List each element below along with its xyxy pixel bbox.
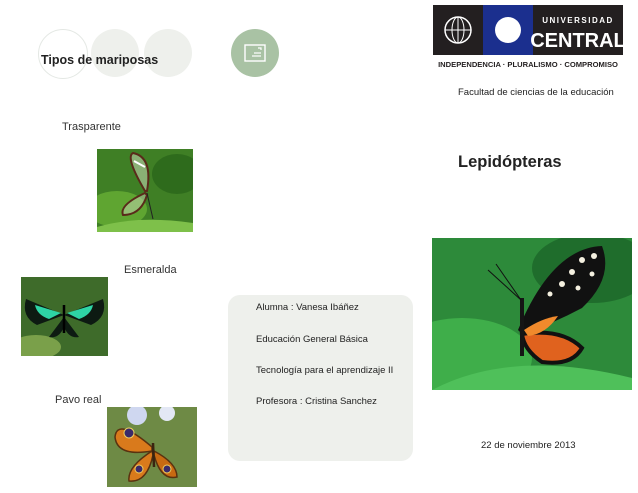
butterfly-image-main bbox=[432, 238, 632, 390]
program-name: Educación General Básica bbox=[256, 334, 368, 345]
student-name: Alumna : Vanesa Ibáñez bbox=[256, 302, 359, 313]
course-name: Tecnología para el aprendizaje II bbox=[256, 365, 394, 376]
university-logo bbox=[433, 5, 623, 71]
logo-tagline: INDEPENDENCIA · PLURALISMO · COMPROMISO bbox=[438, 60, 618, 69]
butterfly-image-esmeralda bbox=[21, 277, 108, 356]
document-icon bbox=[244, 44, 266, 62]
butterfly-image-trasparente bbox=[97, 149, 193, 232]
butterfly-label-esmeralda: Esmeralda bbox=[124, 264, 177, 276]
teacher-name: Profesora : Cristina Sanchez bbox=[256, 396, 377, 407]
butterfly-label-pavo-real: Pavo real bbox=[55, 394, 102, 406]
butterfly-image-pavo-real bbox=[107, 407, 197, 487]
faculty-label: Facultad de ciencias de la educación bbox=[458, 87, 614, 98]
main-title: Lepidópteras bbox=[458, 153, 562, 171]
page-title: Tipos de mariposas bbox=[41, 53, 159, 67]
document-icon-circle bbox=[231, 29, 279, 77]
logo-line2: CENTRAL bbox=[530, 30, 623, 52]
info-panel bbox=[228, 295, 413, 461]
presentation-date: 22 de noviembre 2013 bbox=[481, 440, 576, 451]
logo-line1: UNIVERSIDAD bbox=[542, 16, 614, 25]
butterfly-label-trasparente: Trasparente bbox=[62, 121, 121, 133]
